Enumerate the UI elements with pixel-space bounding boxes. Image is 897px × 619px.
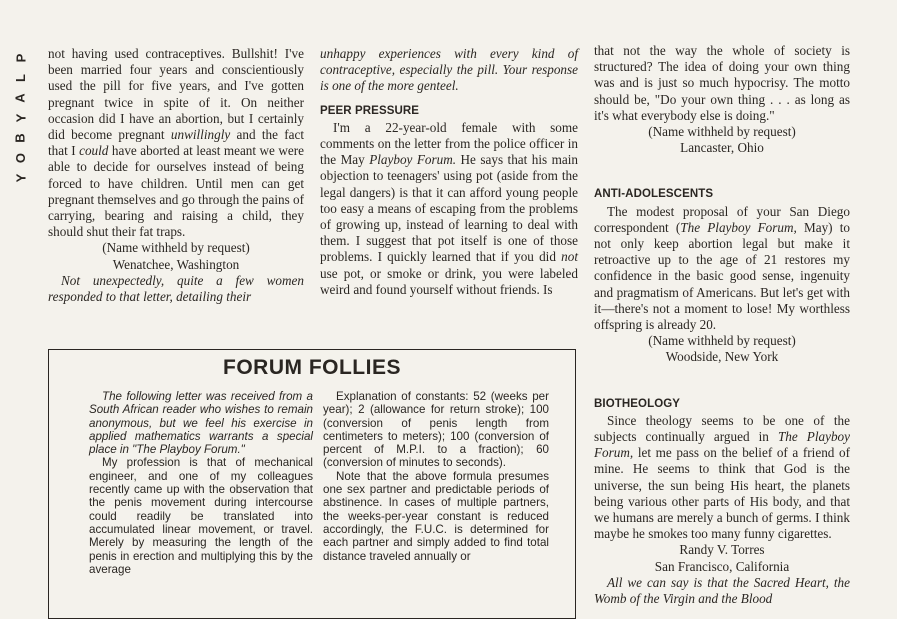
- signature-place: Lancaster, Ohio: [680, 140, 764, 156]
- column-3: [594, 43, 850, 607]
- section-heading: BIOTHEOLOGY: [594, 397, 681, 410]
- letter-text: that not the way the whole of society is structured? The idea of doing your own thing was and is just so much hypocrisy. The motto should be, "Do your own thing . . . as long as it's what everybody else is doing.": [594, 43, 850, 123]
- section-heading: PEER PRESSURE: [320, 104, 420, 117]
- letter-text: I'm a 22-year-old female with some comments on the letter from the police officer in the May Playboy Forum. He says that his main objection to teenagers' using pot (aside from the legal dangers) is that it can afford young people too easy a means of escaping from the problems of growing up, instead of learning to deal with them. I suggest that pot itself is one of those problems. I quickly learned that if you did not use pot, or smoke or drink, you were labeled weird and found yourself without friends. Is: [320, 119, 578, 297]
- signature-name: (Name withheld by request): [648, 124, 796, 140]
- signature-place: Woodside, New York: [665, 349, 779, 365]
- box-paragraph: Explanation of constants: 52 (weeks per year); 2 (allowance for return stroke); 100 (conversion of penis length from centimeters to meters); 100 (conversion of percent of M.P.I. to a fraction); 60 (conversion of minutes to seconds).: [323, 390, 549, 470]
- box-intro: The following letter was received from a South African reader who wishes to remain anonymous, but we feel his exercise in applied mathematics warrants a special place in "The Playboy Forum.": [89, 390, 313, 457]
- editor-reply: Not unexpectedly, quite a few women responded to that letter, detailing their: [48, 272, 304, 305]
- column-2: [320, 46, 578, 298]
- magazine-side-label: [14, 48, 28, 188]
- side-letter: B: [12, 133, 28, 143]
- signature-place: Wenatchee, Washington: [112, 256, 240, 272]
- signature-name: (Name withheld by request): [648, 333, 796, 349]
- side-letter: Y: [12, 173, 28, 183]
- forum-follies-box: [48, 349, 576, 619]
- letter-text: The modest proposal of your San Diego correspondent (The Playboy Forum, May) to not only keep abortion legal but make it retroactive up to the age of 21 restores my confidence in the basic good sense, ingenuity and pragmatism of Americans. But let's get with it—there's not a moment to lose! My worthless offspring is already 20.: [594, 203, 851, 333]
- signature-place: San Francisco, California: [654, 558, 790, 574]
- side-letter: O: [13, 152, 28, 164]
- box-title: FORUM FOLLIES: [223, 356, 401, 379]
- box-paragraph: My profession is that of mechanical engineer, and one of my colleagues recently came up with the observation that the penis movement during intercourse could readily be translated into accumulated linear movement, or travel. Merely by measuring the length of the penis in erection and multiplying this by the average: [89, 456, 313, 576]
- letter-text: not having used contraceptives. Bullshit! I've been married four years and conscientiously used the pill for five years, and I've gotten pregnant twice in spite of it. On neither occasion did I have an abortion, but I certainly did become pregnant unwillingly and the fact that I could have aborted at least meant we were able to decide for ourselves instead of being forced to have children. Until men can get pregnant themselves and go through the pains of carrying, bearing and raising a child, they should shut their fat traps.: [48, 46, 304, 240]
- section-heading: ANTI-ADOLESCENTS: [594, 188, 714, 201]
- side-letter: P: [12, 53, 28, 63]
- box-paragraph: Note that the above formula presumes one sex partner and predictable periods of abstinence. In cases of multiple partners, the weeks-per-year constant is reduced accordingly, the F.U.C. is determined for each partner and simply added to find total distance traveled annually or: [323, 469, 549, 563]
- letter-text: Since theology seems to be one of the subjects continually argued in The Playboy Forum, let me pass on the belief of a friend of mine. He seems to think that God is the universe, the sun being His heart, the planets being various other parts of His body, and that we humans are merely a bunch of germs. I think maybe he smokes too many funny cigarettes.: [594, 412, 850, 542]
- side-letter: A: [12, 93, 28, 103]
- side-letter: Y: [12, 113, 28, 123]
- box-column-2: [323, 390, 549, 563]
- signature-name: (Name withheld by request): [102, 240, 250, 256]
- box-column-1: [89, 390, 313, 576]
- editor-reply: unhappy experiences with every kind of contraceptive, especially the pill. Your response is one of the more genteel.: [320, 46, 578, 94]
- side-letter: L: [12, 74, 28, 82]
- column-1: [48, 46, 304, 305]
- signature-name: Randy V. Torres: [679, 542, 765, 558]
- editor-reply: All we can say is that the Sacred Heart, the Womb of the Virgin and the Blood: [594, 574, 850, 607]
